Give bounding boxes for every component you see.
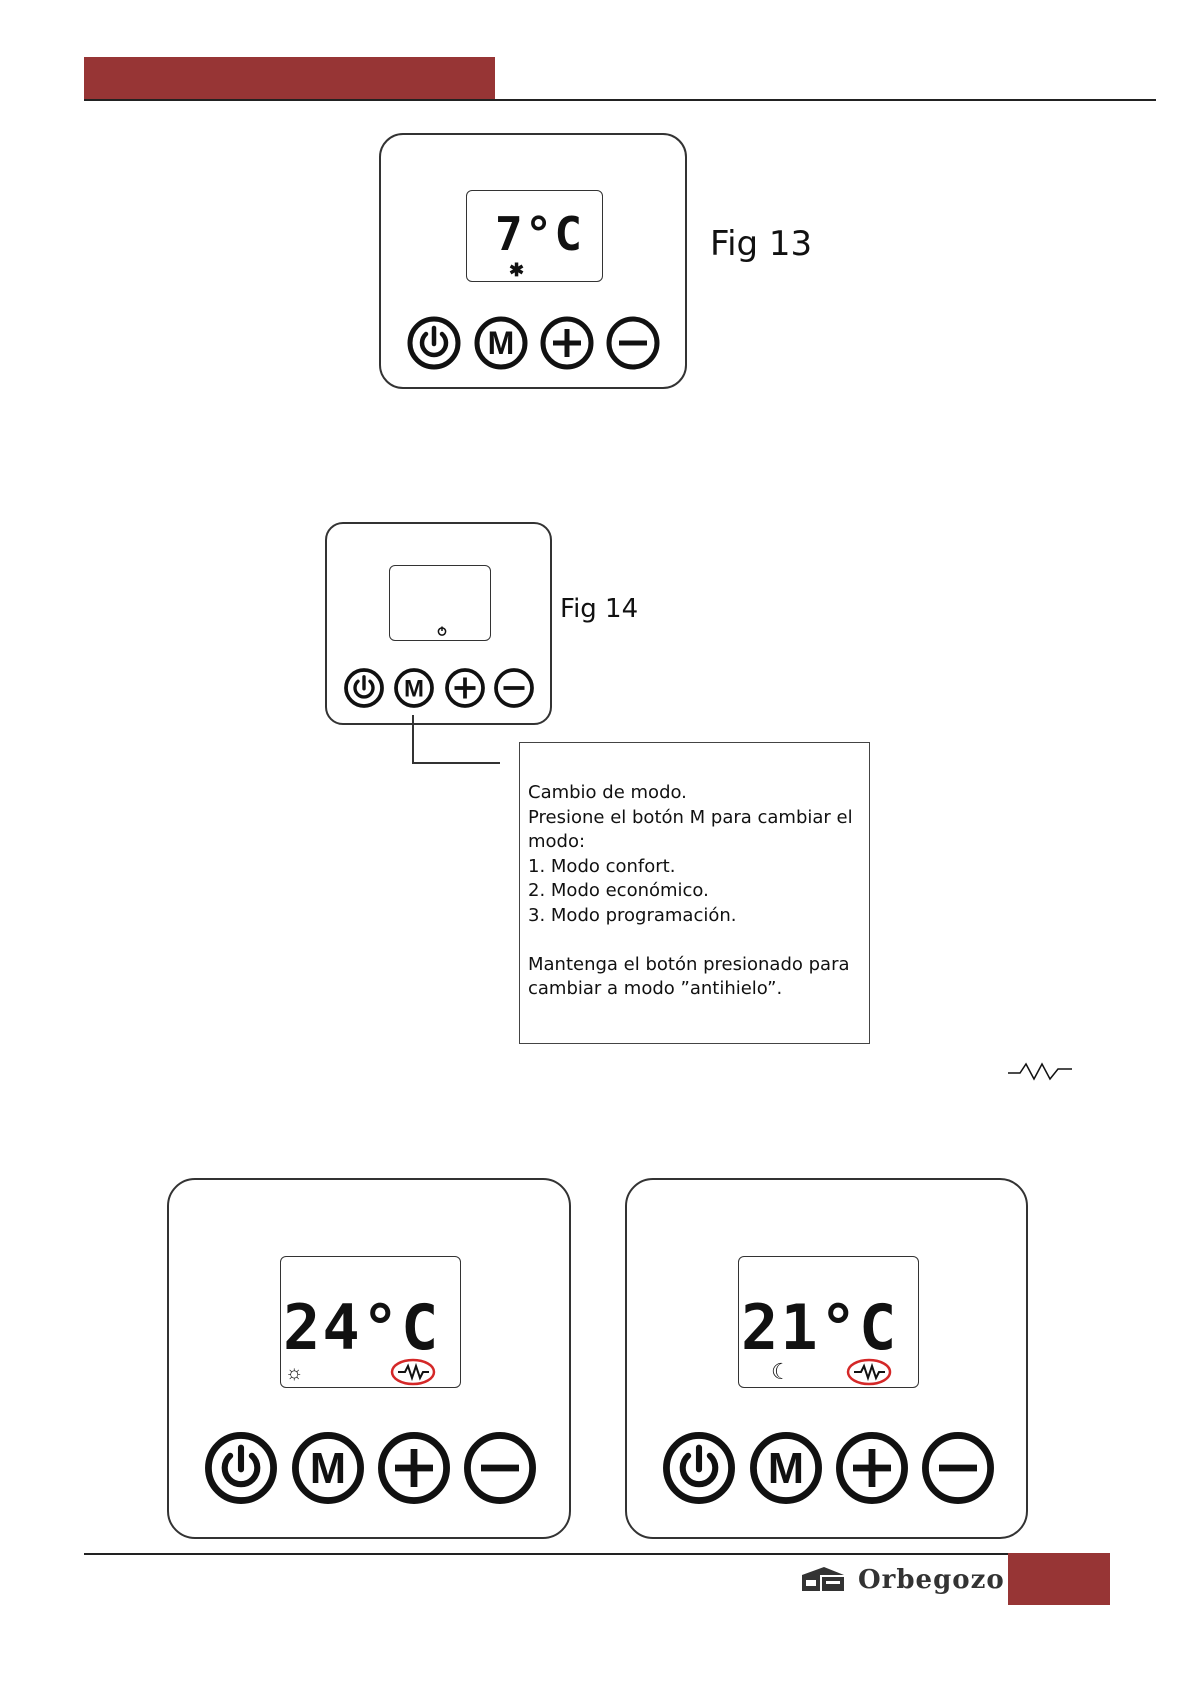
mode-m-button[interactable] [393, 667, 435, 709]
callout-connector [412, 762, 500, 764]
callout-connector [412, 715, 414, 763]
mode-m-button[interactable] [290, 1430, 366, 1506]
svg-text:M: M [487, 325, 515, 361]
info-line: 3. Modo programación. [528, 904, 737, 926]
mode-m-button[interactable] [473, 315, 529, 371]
comfort-temperature: 24°C [283, 1291, 441, 1364]
fig13-control-panel [379, 133, 687, 389]
info-title: Cambio de modo. [528, 782, 687, 803]
mode-m-button[interactable] [748, 1430, 824, 1506]
heating-element-icon [389, 1357, 437, 1387]
heating-element-icon [1006, 1060, 1074, 1082]
house-logo-icon [800, 1567, 846, 1593]
plus-button[interactable] [539, 315, 595, 371]
snowflake-icon: ✱ [509, 260, 525, 280]
plus-button[interactable] [834, 1430, 910, 1506]
power-button[interactable] [203, 1430, 279, 1506]
header-accent-bar [84, 57, 495, 99]
power-button[interactable] [406, 315, 462, 371]
info-line: Presione el botón M para cambiar el [528, 806, 853, 828]
info-note: cambiar a modo ”antihielo”. [528, 978, 783, 1000]
moon-icon: ☾ [771, 1359, 791, 1384]
power-button[interactable] [343, 667, 385, 709]
minus-button[interactable] [493, 667, 535, 709]
mode-change-info-box [519, 742, 870, 1044]
power-button[interactable] [661, 1430, 737, 1506]
info-line: 1. Modo confort. [528, 855, 676, 877]
fig14-display [389, 565, 491, 641]
fig14-label: Fig 14 [560, 594, 639, 624]
info-line: 2. Modo económico. [528, 880, 709, 902]
fig13-display [466, 190, 603, 282]
footer-rule [84, 1553, 1008, 1555]
header-rule [84, 99, 1156, 101]
svg-text:M: M [404, 675, 424, 703]
svg-text:M: M [309, 1444, 347, 1493]
fig14-control-panel [325, 522, 552, 725]
fig13-label: Fig 13 [710, 224, 813, 264]
heating-element-icon [845, 1357, 893, 1387]
eco-mode-control-panel [625, 1178, 1028, 1539]
plus-button[interactable] [376, 1430, 452, 1506]
comfort-display [280, 1256, 461, 1388]
minus-button[interactable] [605, 315, 661, 371]
comfort-mode-control-panel [167, 1178, 571, 1539]
info-line: modo: [528, 831, 586, 853]
brand-name: Orbegozo [858, 1565, 1005, 1595]
minus-button[interactable] [920, 1430, 996, 1506]
sun-icon: ☼ [285, 1362, 304, 1384]
minus-button[interactable] [462, 1430, 538, 1506]
plus-button[interactable] [444, 667, 486, 709]
footer-accent-bar [1008, 1553, 1110, 1605]
brand-logo [800, 1565, 1005, 1595]
fig13-temperature: 7°C [495, 207, 585, 261]
eco-display [738, 1256, 919, 1388]
eco-temperature: 21°C [741, 1291, 899, 1364]
info-note: Mantenga el botón presionado para [528, 953, 850, 975]
standby-icon [437, 626, 447, 636]
svg-text:M: M [767, 1444, 805, 1493]
